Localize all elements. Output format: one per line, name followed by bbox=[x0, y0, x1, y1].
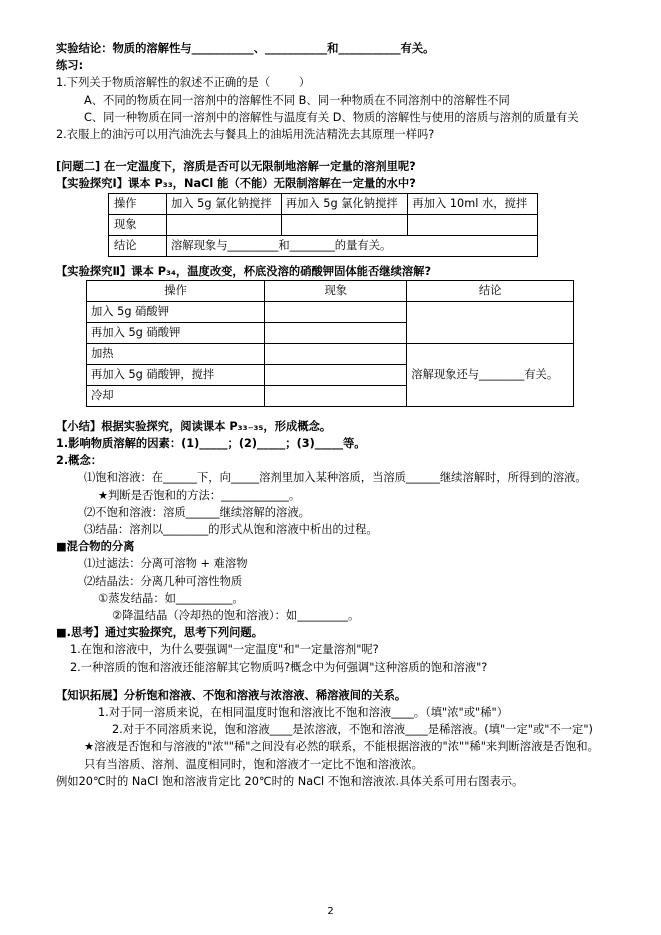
expand-heading: 【知识拓展】分析饱和溶液、不饱和溶液与浓溶液、稀溶液间的关系。 bbox=[56, 688, 407, 702]
summary-item-2: 2.概念： bbox=[56, 454, 103, 468]
question-1-options-ab: A、不同的物质在同一溶剂中的溶解性不同 B、同一种物质在不同溶剂中的溶解性不同 bbox=[84, 93, 510, 107]
table-row bbox=[87, 301, 574, 322]
think-question-1: 1.在饱和溶液中，为什么要强调"一定温度"和"一定量溶剂"呢? bbox=[70, 643, 379, 657]
experiment-table-1 bbox=[108, 193, 538, 257]
explore2-heading: 【实验探究Ⅱ】课本 P₃₄，温度改变，杯底没溶的硝酸钾固体能否继续溶解? bbox=[56, 264, 432, 278]
cell-operation-2: 再加入 5g 氯化钠搅拌 bbox=[281, 193, 408, 214]
cell-operation: 冷却 bbox=[87, 385, 265, 406]
cell-conclusion-blank bbox=[407, 301, 574, 343]
question-1-options-cd: C、同一种物质在同一溶剂中的溶解性与温度有关 D、物质的溶解性与使用的溶质与溶剂的质量有关 bbox=[84, 110, 579, 124]
cell-operation: 加热 bbox=[87, 343, 265, 364]
mixture-filtration: ⑴过滤法：分离可溶物 + 难溶物 bbox=[84, 557, 248, 571]
cell-conclusion: 溶解现象与_________和________的量有关。 bbox=[167, 235, 538, 256]
header-phenomenon: 现象 bbox=[265, 280, 407, 301]
cell-phenomenon-1 bbox=[167, 214, 282, 235]
expand-item-1: 1.对于同一溶质来说，在相同温度时饱和溶液比不饱和溶液____。（填"浓"或"稀"） bbox=[98, 706, 509, 720]
summary-item-1: 1.影响物质溶解的因素：(1)_____；(2)_____；(3)_____等。 bbox=[56, 437, 366, 451]
table-row bbox=[109, 214, 538, 235]
expand-item-2: 2.对于不同溶质来说，饱和溶液____是浓溶液，不饱和溶液____是稀溶液。(填"一定"或"不一定") bbox=[112, 723, 593, 737]
cooling-crystallization: ②降温结晶（冷却热的饱和溶液）：如_________。 bbox=[112, 609, 360, 623]
cell-operation: 加入 5g 硝酸钾 bbox=[87, 301, 265, 322]
question2-heading: [问题二] 在一定温度下，溶质是否可以无限制地溶解一定量的溶剂里呢? bbox=[56, 160, 416, 174]
think-heading: ■.思考】通过实验探究，思考下列问题。 bbox=[56, 626, 264, 640]
explore1-heading: 【实验探究Ⅰ】课本 P₃₃，NaCl 能（不能）无限制溶解在一定量的水中? bbox=[56, 177, 416, 191]
table-row bbox=[87, 343, 574, 364]
concept-crystallization: ⑶结晶：溶剂以________的形式从饱和溶液中析出的过程。 bbox=[84, 523, 378, 537]
page-number: 2 bbox=[327, 906, 334, 917]
table-row bbox=[109, 193, 538, 214]
mixture-separation-heading: ■混合物的分离 bbox=[56, 540, 135, 554]
cell-phenomenon-3 bbox=[408, 214, 538, 235]
row-label-operation: 操作 bbox=[109, 193, 167, 214]
cell-operation: 再加入 5g 硝酸钾，搅拌 bbox=[87, 364, 265, 385]
cell-phenomenon bbox=[265, 385, 407, 406]
concept-judge-method: ★判断是否饱和的方法：____________。 bbox=[98, 488, 301, 502]
cell-operation-1: 加入 5g 氯化钠搅拌 bbox=[167, 193, 282, 214]
summary-heading: 【小结】根据实验探究，阅读课本 P₃₃₋₃₅，形成概念。 bbox=[56, 419, 332, 433]
row-label-conclusion: 结论 bbox=[109, 235, 167, 256]
cell-operation: 再加入 5g 硝酸钾 bbox=[87, 322, 265, 343]
table-header-row bbox=[87, 280, 574, 301]
row-label-phenomenon: 现象 bbox=[109, 214, 167, 235]
table-row bbox=[109, 235, 538, 256]
concept-saturated: ⑴饱和溶液：在______下，向_____溶剂里加入某种溶质，当溶质______继续溶解时，所得到的溶液。 bbox=[84, 471, 587, 485]
cell-phenomenon bbox=[265, 343, 407, 364]
cell-phenomenon bbox=[265, 364, 407, 385]
cell-conclusion-text: 溶解现象还与________有关。 bbox=[407, 343, 574, 406]
header-conclusion: 结论 bbox=[407, 280, 574, 301]
question-1: 1.下列关于物质溶解性的叙述不正确的是（ ） bbox=[56, 76, 311, 90]
experiment-table-2 bbox=[86, 280, 574, 407]
cell-phenomenon bbox=[265, 301, 407, 322]
expand-star-note: ★溶液是否饱和与溶液的"浓""稀"之间没有必然的联系，不能根据溶液的"浓""稀"来判断溶液是否饱和。只有当溶质、溶剂、温度相同时，饱和溶液才一定比不饱和溶液浓。 bbox=[84, 740, 599, 771]
mixture-crystallization: ⑵结晶法：分离几种可溶性物质 bbox=[84, 574, 243, 588]
expand-example: 例如20℃时的 NaCl 饱和溶液肯定比 20℃时的 NaCl 不饱和溶液浓.具体关系可用右图表示。 bbox=[56, 774, 524, 788]
header-operation: 操作 bbox=[87, 280, 265, 301]
cell-phenomenon-2 bbox=[281, 214, 408, 235]
practice-label: 练习: bbox=[56, 59, 84, 73]
cell-phenomenon bbox=[265, 322, 407, 343]
question-2: 2.衣服上的油污可以用汽油洗去与餐具上的油垢用洗洁精洗去其原理一样吗? bbox=[56, 128, 435, 142]
cell-operation-3: 再加入 10ml 水，搅拌 bbox=[408, 193, 538, 214]
think-question-2: 2.一种溶质的饱和溶液还能溶解其它物质吗?概念中为何强调"这种溶质的饱和溶液"? bbox=[70, 660, 488, 674]
evaporation-crystallization: ①蒸发结晶：如__________。 bbox=[98, 591, 244, 605]
concept-unsaturated: ⑵不饱和溶液：溶质______继续溶解的溶液。 bbox=[84, 505, 310, 519]
experiment-conclusion: 实验结论：物质的溶解性与___________、___________和___________有关。 bbox=[56, 42, 435, 55]
